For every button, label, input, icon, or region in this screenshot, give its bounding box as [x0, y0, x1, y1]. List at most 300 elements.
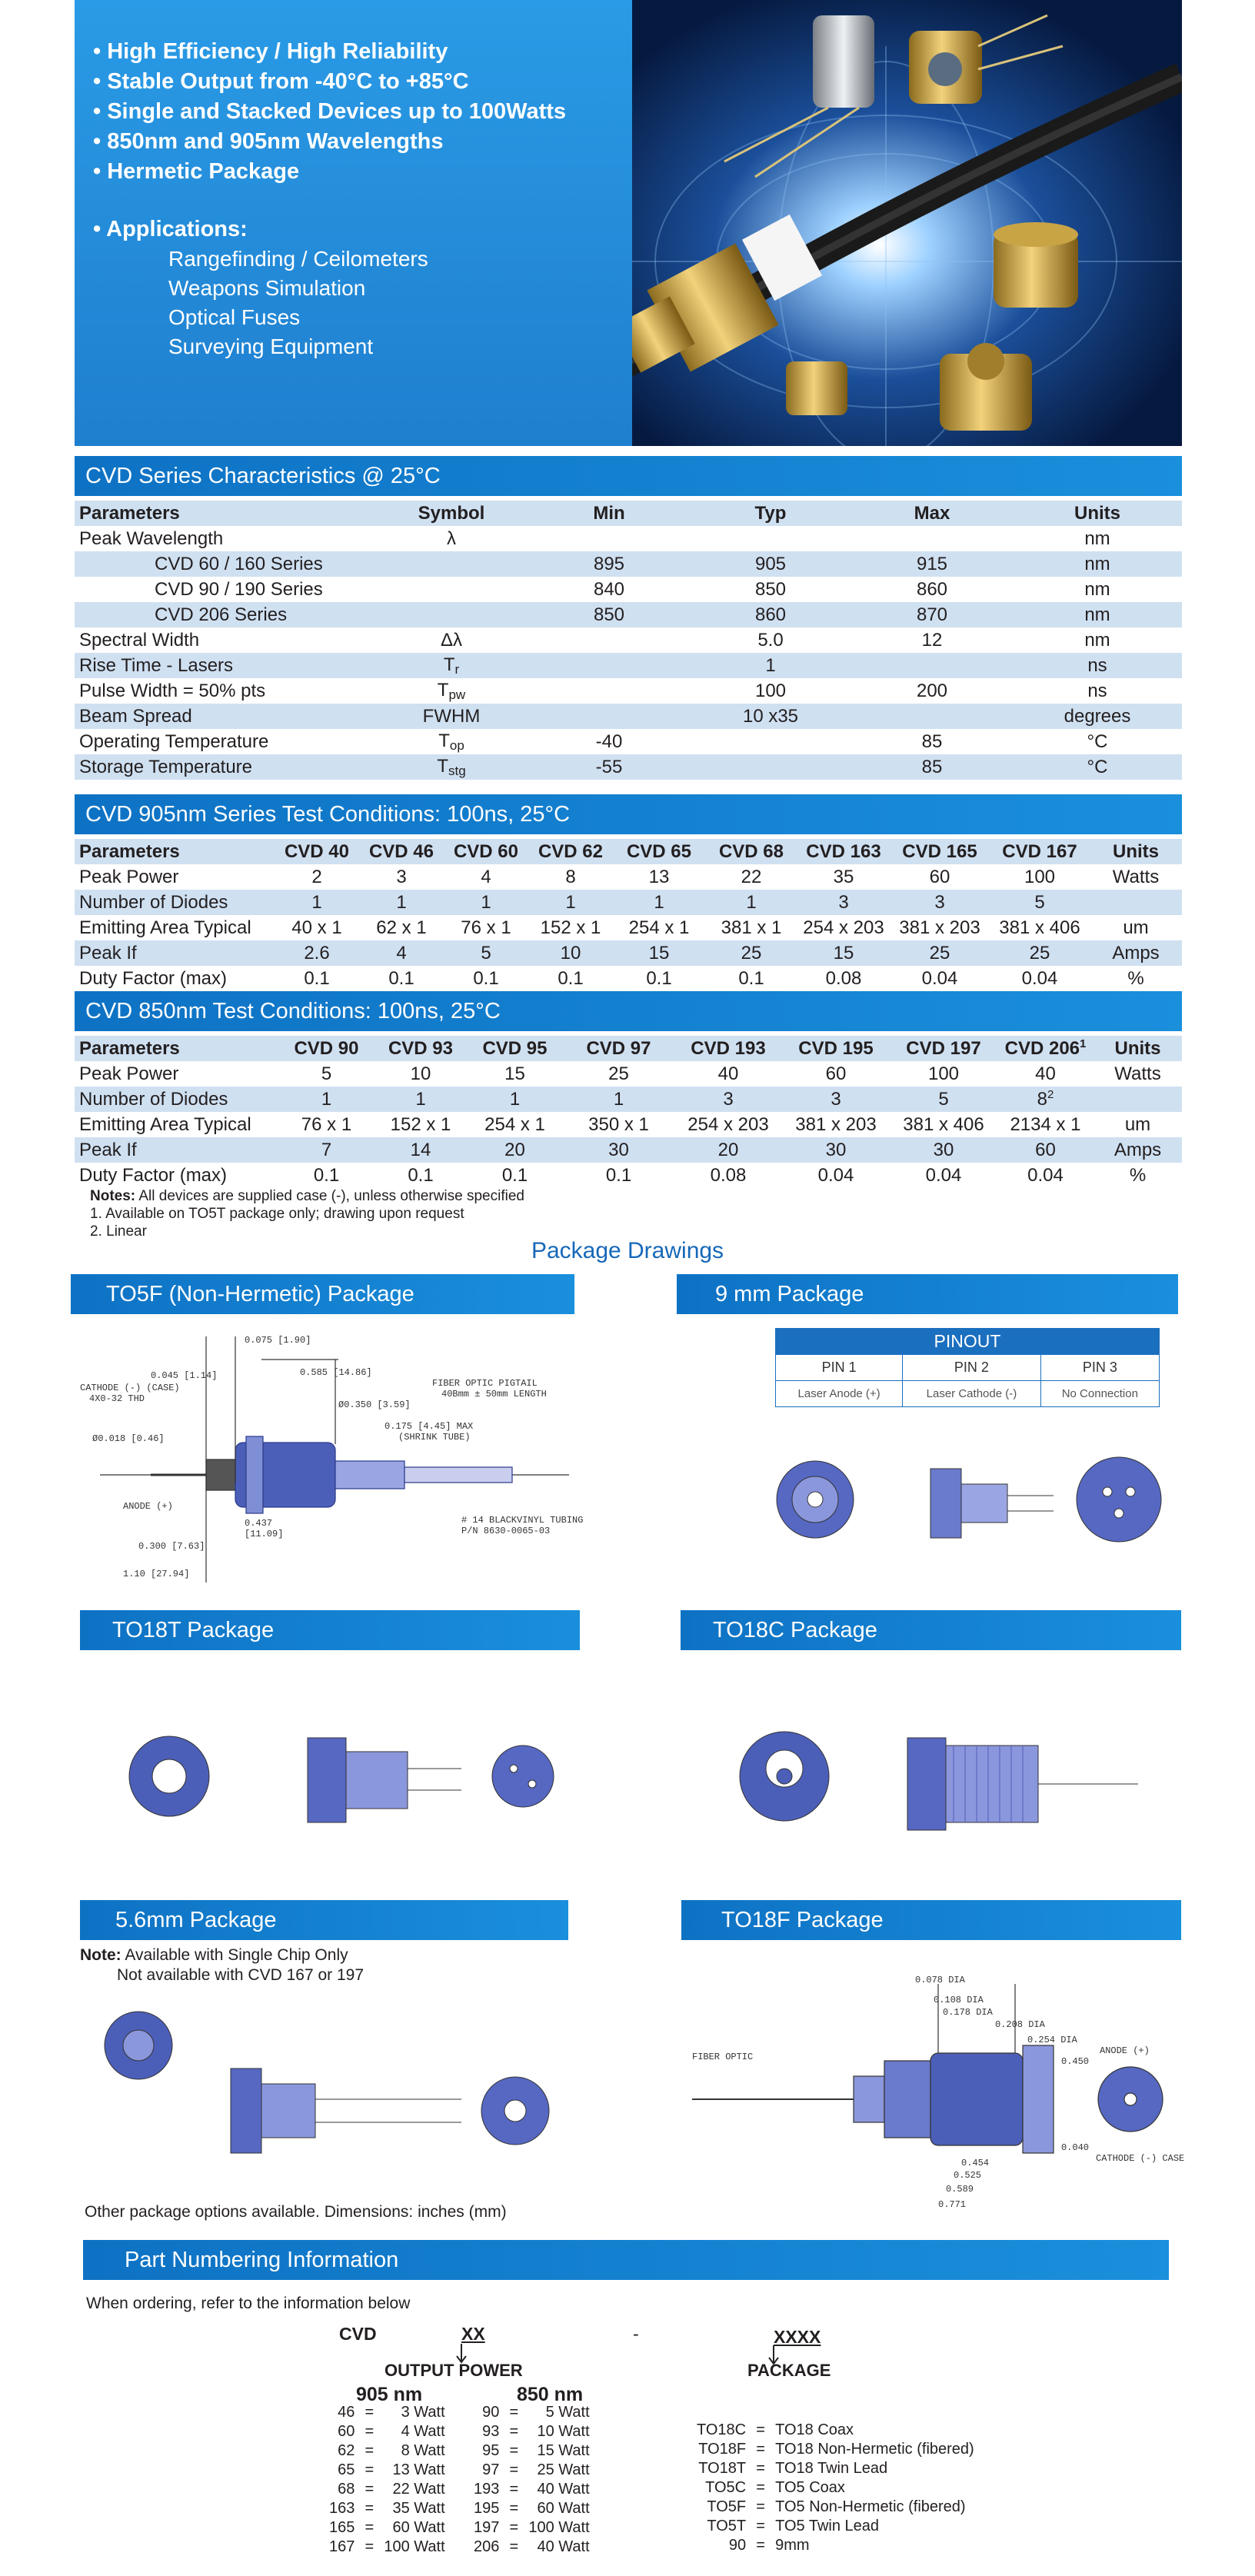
note-label: Note:: [80, 1946, 122, 1964]
value-cell: 1: [375, 1087, 467, 1112]
column-header: CVD 90: [278, 1036, 375, 1061]
equals-cell: =: [756, 2537, 765, 2554]
code-cell: 93: [482, 2423, 500, 2440]
characteristics-table: [75, 501, 1182, 780]
value-cell: TO5 Twin Lead: [775, 2518, 880, 2534]
list-item: [694, 2421, 987, 2440]
code-cell: 163: [329, 2500, 355, 2517]
9mm-drawing: [738, 1423, 1184, 1569]
value-cell: 0.1: [313, 1164, 340, 1186]
value-cell: 30: [890, 1137, 997, 1163]
list-item: [326, 2499, 448, 2518]
t850-title-bar: [75, 991, 1182, 1031]
min-cell: -40: [595, 731, 623, 752]
hero-text-panel: [75, 0, 632, 446]
dimension-label: FIBER OPTIC PIGTAIL: [432, 1378, 538, 1389]
max-cell: 860: [916, 578, 948, 600]
pin-value: Laser Anode (+): [776, 1381, 903, 1407]
value-cell: 14: [375, 1137, 467, 1163]
equals-cell: =: [509, 2538, 519, 2555]
package-bar-to18t: [80, 1610, 580, 1650]
code-cell: TO5T: [707, 2518, 747, 2534]
value-cell: 0.04: [817, 1164, 854, 1186]
value-cell: 1: [705, 890, 797, 915]
characteristics-title-bar: [75, 456, 1182, 496]
feature-item: • High Efficiency / High Reliability: [93, 39, 448, 64]
value-cell: 2: [311, 866, 322, 887]
value-cell: 15: [504, 1063, 525, 1084]
value-cell: um: [1124, 1113, 1151, 1135]
package-bar-9mm: [677, 1274, 1178, 1314]
value-cell: 100 Watt: [384, 2538, 445, 2555]
dimension-label: CATHODE (-) (CASE): [80, 1383, 180, 1393]
value-cell: Amps: [1090, 940, 1182, 966]
list-item: [694, 2536, 987, 2555]
value-cell: 40: [1035, 1063, 1056, 1084]
dimension-label: 0.208 DIA: [995, 2019, 1045, 2030]
max-cell: 915: [851, 551, 1013, 577]
parameter-cell: Peak If: [75, 940, 275, 966]
symbol-cell: $T_r$: [375, 653, 528, 678]
value-cell: 3: [797, 890, 890, 915]
value-cell: 22 Watt: [392, 2481, 445, 2498]
application-item: Surveying Equipment: [168, 334, 374, 358]
dimension-label: 0.178 DIA: [943, 2007, 993, 2018]
part-power-code: XX: [461, 2324, 485, 2344]
code-cell: 97: [482, 2461, 500, 2478]
typ-cell: 905: [690, 551, 851, 577]
table-row: [75, 890, 1182, 915]
typ-cell: 860: [690, 602, 851, 627]
column-header: CVD 197: [890, 1036, 997, 1061]
value-cell: 35: [833, 866, 854, 887]
parameter-cell: CVD 90 / 190 Series: [155, 578, 323, 600]
parameter-cell: Pulse Width = 50% pts: [79, 680, 266, 701]
table-row: [75, 678, 1182, 704]
symbol-cell: $T_{op}$: [438, 730, 464, 753]
symbol-cell: Δλ: [440, 629, 463, 651]
pin-value: Laser Cathode (-): [903, 1381, 1041, 1407]
ordering-intro: When ordering, refer to the information below: [86, 2295, 411, 2312]
value-cell: 0.1: [605, 1164, 632, 1186]
pinout-table: [775, 1328, 1160, 1407]
max-cell: 12: [921, 629, 943, 651]
list-item: [326, 2403, 448, 2422]
value-cell: 0.04: [921, 967, 958, 989]
table-row: [75, 1137, 1182, 1163]
equals-cell: =: [509, 2404, 519, 2421]
table-row: [75, 864, 1182, 890]
characteristics-rows: [75, 526, 1182, 780]
value-cell: 0.04: [1021, 967, 1058, 989]
dimension-label: ANODE (+): [1100, 2045, 1150, 2056]
min-cell: [528, 627, 690, 653]
value-cell: 22: [741, 866, 762, 887]
value-cell: 4: [481, 866, 491, 887]
table-header-row: [75, 1036, 1182, 1061]
value-cell: 35 Watt: [392, 2500, 445, 2517]
column-header: CVD 46: [359, 839, 444, 864]
pin-label: PIN 1: [776, 1355, 903, 1381]
value-cell: 30: [563, 1137, 674, 1163]
table-header-row: [75, 501, 1182, 526]
package-code-table: [694, 2421, 987, 2555]
code-cell: 193: [474, 2481, 500, 2498]
value-cell: 10 Watt: [537, 2423, 590, 2440]
symbol-cell: λ: [447, 528, 456, 549]
value-cell: 254 x 1: [484, 1113, 545, 1135]
to18c-drawing: [677, 1661, 1177, 1884]
applications-title: • Applications:: [93, 217, 248, 241]
column-header: CVD 68: [705, 839, 797, 864]
value-cell: 1: [275, 890, 359, 915]
parameter-cell: Spectral Width: [79, 629, 200, 651]
equals-cell: =: [365, 2442, 375, 2459]
equals-cell: =: [756, 2441, 765, 2458]
value-cell: 60: [825, 1063, 847, 1084]
package-bar-to18c: [681, 1610, 1181, 1650]
value-cell: TO18 Twin Lead: [775, 2460, 888, 2477]
list-item: [326, 2538, 448, 2557]
value-cell: Watts: [1114, 1063, 1161, 1084]
list-item: [471, 2499, 593, 2518]
part-package-code: XXXX: [774, 2327, 821, 2347]
dimension-label: 0.300 [7.63]: [138, 1541, 205, 1552]
code-cell: 167: [329, 2538, 355, 2555]
pinout-title: PINOUT: [776, 1329, 1160, 1355]
column-header: Parameters: [75, 501, 375, 526]
value-cell: 40 Watt: [537, 2538, 590, 2555]
symbol-cell: FWHM: [375, 704, 528, 729]
dimension-label: # 14 BLACKVINYL TUBING: [461, 1515, 584, 1526]
dimension-label: 0.589: [946, 2184, 974, 2195]
value-cell: 0.1: [408, 1164, 434, 1186]
value-cell: 5: [990, 890, 1090, 915]
note-line: 2. Linear: [90, 1223, 147, 1240]
units-cell: °C: [1013, 754, 1182, 780]
code-cell: TO18C: [697, 2421, 747, 2438]
table-row: [75, 1087, 1182, 1112]
t905-title-bar: [75, 794, 1182, 834]
value-cell: 0.1: [738, 967, 764, 989]
table-row: [75, 940, 1182, 966]
value-cell: Watts: [1112, 866, 1160, 887]
equals-cell: =: [756, 2479, 765, 2496]
dimension-label: 0.771: [938, 2199, 967, 2210]
typ-cell: [690, 729, 851, 754]
value-cell: 3: [396, 866, 407, 887]
units-cell: nm: [1084, 528, 1110, 549]
list-item: [471, 2422, 593, 2441]
equals-cell: =: [509, 2519, 519, 2536]
symbol-subscript: r: [454, 661, 460, 677]
value-cell: 25: [890, 940, 990, 966]
part-prefix: CVD: [339, 2324, 377, 2344]
value-cell: 4 Watt: [401, 2423, 445, 2440]
code-cell: 90: [482, 2404, 500, 2421]
value-cell: 15: [613, 940, 705, 966]
parameter-cell: Storage Temperature: [75, 754, 375, 780]
column-header: CVD 95: [467, 1036, 563, 1061]
value-cell: 60 Watt: [392, 2519, 445, 2536]
value-cell: 20: [674, 1137, 782, 1163]
package-title: TO18F Package: [721, 1908, 884, 1932]
value-cell: 25: [705, 940, 797, 966]
max-cell: 200: [916, 680, 948, 701]
value-cell: 20: [467, 1137, 563, 1163]
t905-table: [75, 839, 1182, 991]
parameter-cell: Rise Time - Lasers: [75, 653, 375, 678]
units-cell: nm: [1084, 629, 1110, 651]
symbol-cell: [375, 577, 528, 602]
value-cell: 1: [563, 1087, 674, 1112]
dimension-label: CATHODE (-) CASE: [1096, 2153, 1184, 2164]
max-cell: [851, 653, 1013, 678]
code-cell: TO5C: [705, 2479, 747, 2496]
code-cell: 95: [482, 2442, 500, 2459]
symbol-cell: $T_{pw}$: [437, 679, 466, 702]
max-cell: 85: [921, 731, 943, 752]
code-cell: TO18F: [698, 2441, 747, 2458]
value-cell: 152 x 1: [390, 1113, 451, 1135]
value-cell: 381 x 406: [903, 1113, 984, 1135]
dimension-label: P/N 8630-0065-03: [461, 1526, 551, 1536]
column-header: CVD 40: [275, 839, 359, 864]
value-cell: 0.08: [710, 1164, 747, 1186]
min-cell: [528, 526, 690, 551]
value-cell: 9mm: [775, 2537, 810, 2554]
column-header: Symbol: [375, 501, 528, 526]
column-header: Parameters: [75, 1036, 278, 1061]
min-cell: 850: [528, 602, 690, 627]
power-850-table: [471, 2403, 593, 2557]
min-cell: [528, 704, 690, 729]
code-cell: 62: [338, 2442, 355, 2459]
dimension-label: 0.437: [245, 1518, 273, 1529]
value-cell: 0.1: [304, 967, 330, 989]
parameter-cell: Duty Factor (max): [79, 1164, 228, 1186]
dimension-label: 0.108 DIA: [934, 1995, 984, 2005]
value-cell: 0.1: [558, 967, 584, 989]
column-header: Units: [1094, 1036, 1182, 1061]
application-item: Optical Fuses: [168, 305, 301, 329]
parameter-cell: Number of Diodes: [75, 890, 275, 915]
max-cell: 85: [851, 754, 1013, 780]
units-cell: nm: [1013, 551, 1182, 577]
5-6mm-drawing: [77, 1992, 569, 2192]
note-text: Not available with CVD 167 or 197: [117, 1966, 365, 1984]
value-cell: 76 x 1: [301, 1113, 352, 1135]
list-item: [326, 2461, 448, 2480]
list-item: [694, 2440, 987, 2459]
dimension-label: 0.045 [1.14]: [151, 1370, 218, 1381]
value-cell: 0.04: [925, 1164, 962, 1186]
value-cell: 3: [674, 1087, 782, 1112]
list-item: [471, 2518, 593, 2538]
value-cell: 76 x 1: [461, 917, 511, 938]
list-item: [471, 2441, 593, 2461]
feature-list: [93, 37, 566, 187]
table-row: [75, 729, 1182, 754]
symbol-subscript: pw: [448, 687, 466, 702]
typ-cell: 5.0: [757, 629, 784, 651]
list-item: [326, 2441, 448, 2461]
equals-cell: =: [756, 2460, 765, 2477]
list-item: [694, 2459, 987, 2478]
note-line: [90, 1187, 524, 1205]
typ-cell: 100: [754, 680, 787, 701]
value-cell: 0.08: [825, 967, 862, 989]
list-item: [471, 2480, 593, 2499]
code-cell: 165: [329, 2519, 355, 2536]
code-cell: 46: [338, 2404, 355, 2421]
notes-label: Notes:: [90, 1188, 136, 1204]
value-cell: 25 Watt: [537, 2461, 590, 2478]
dimension-label: 4X0-32 THD: [89, 1393, 145, 1404]
value-cell: 1: [528, 890, 613, 915]
column-header: CVD 193: [674, 1036, 782, 1061]
typ-cell: 850: [754, 578, 787, 600]
dimension-label: ANODE (+): [123, 1501, 173, 1512]
symbol-cell: [375, 551, 528, 577]
package-title: TO18C Package: [713, 1618, 877, 1642]
t905-rows: [75, 864, 1182, 991]
column-header: CVD 165: [890, 839, 990, 864]
equals-cell: =: [365, 2519, 375, 2536]
table-row: [75, 1061, 1182, 1087]
typ-cell: [690, 526, 851, 551]
to18t-drawing: [92, 1661, 569, 1876]
min-cell: 895: [528, 551, 690, 577]
value-cell: 5 Watt: [545, 2404, 590, 2421]
list-item: [326, 2480, 448, 2499]
value-cell: 381 x 203: [795, 1113, 877, 1135]
column-header: CVD 163: [797, 839, 890, 864]
column-header: CVD 93: [375, 1036, 467, 1061]
value-cell: 7: [278, 1137, 375, 1163]
table-row: [75, 526, 1182, 551]
list-item: [326, 2518, 448, 2538]
equals-cell: =: [509, 2423, 519, 2440]
parameter-cell: Emitting Area Typical: [79, 1113, 251, 1135]
value-cell: [1090, 890, 1182, 915]
parameter-cell: CVD 206 Series: [75, 602, 375, 627]
section-title: CVD 850nm Test Conditions: 100ns, 25°C: [85, 999, 501, 1023]
list-item: [694, 2478, 987, 2498]
list-item: [471, 2403, 593, 2422]
value-cell: 62 x 1: [376, 917, 427, 938]
equals-cell: =: [509, 2442, 519, 2459]
value-cell: 1: [467, 1087, 563, 1112]
max-cell: [851, 526, 1013, 551]
section-title: CVD 905nm Series Test Conditions: 100ns, 25°C: [85, 802, 571, 827]
parameter-cell: Beam Spread: [75, 704, 375, 729]
package-title: TO18T Package: [112, 1618, 275, 1642]
dimension-label: 0.525: [954, 2170, 982, 2181]
other-options-note: Other package options available. Dimensions: inches (mm): [85, 2203, 507, 2221]
value-cell: TO5 Coax: [775, 2479, 845, 2496]
value-cell: 2.6: [275, 940, 359, 966]
parameter-cell: CVD 60 / 160 Series: [75, 551, 375, 577]
min-cell: [528, 678, 690, 704]
table-row: [75, 1112, 1182, 1137]
units-cell: ns: [1087, 680, 1107, 701]
units-cell: ns: [1013, 653, 1182, 678]
list-item: [694, 2498, 987, 2517]
package-title: 9 mm Package: [715, 1282, 864, 1306]
column-header: CVD 60: [444, 839, 528, 864]
max-cell: [851, 704, 1013, 729]
list-item: [471, 2538, 593, 2557]
value-cell: 381 x 203: [899, 917, 980, 938]
equals-cell: =: [756, 2421, 765, 2438]
dimension-label: 0.454: [961, 2158, 990, 2168]
units-cell: degrees: [1013, 704, 1182, 729]
typ-cell: [690, 754, 851, 780]
parameter-cell: Peak If: [75, 1137, 278, 1163]
value-cell: 3: [890, 890, 990, 915]
equals-cell: =: [756, 2518, 765, 2534]
section-title: CVD Series Characteristics @ 25°C: [85, 464, 441, 488]
feature-item: • Hermetic Package: [93, 159, 300, 184]
equals-cell: =: [365, 2481, 375, 2498]
t850-rows: [75, 1061, 1182, 1188]
list-item: [471, 2461, 593, 2480]
list-item: [326, 2422, 448, 2441]
dimension-label: 0.040: [1061, 2142, 1090, 2153]
package-title: TO5F (Non-Hermetic) Package: [106, 1282, 414, 1306]
section-title: Part Numbering Information: [125, 2248, 399, 2272]
dimension-label: 0.450: [1061, 2056, 1090, 2067]
column-header: CVD 65: [613, 839, 705, 864]
value-cell: 254 x 203: [803, 917, 884, 938]
column-header: Min: [528, 501, 690, 526]
value-cell: 0.1: [473, 967, 499, 989]
code-cell: 195: [474, 2500, 500, 2517]
column-header: Typ: [690, 501, 851, 526]
column-header: Max: [851, 501, 1013, 526]
column-header: CVD $206^1$: [997, 1036, 1094, 1061]
value-cell: 152 x 1: [540, 917, 601, 938]
value-cell: 1: [444, 890, 528, 915]
value-cell: 350 x 1: [588, 1113, 649, 1135]
code-cell: 68: [338, 2481, 355, 2498]
value-cell: 2134 x 1: [1010, 1113, 1081, 1135]
pin-label: PIN 3: [1040, 1355, 1159, 1381]
value-cell: 1: [359, 890, 444, 915]
min-cell: -55: [528, 754, 690, 780]
footnote-marker: 2: [1047, 1088, 1054, 1101]
value-cell: 381 x 406: [999, 917, 1080, 938]
5-6mm-note: [80, 1945, 364, 1985]
value-cell: $8^2$: [997, 1087, 1094, 1112]
table-row: [75, 551, 1182, 577]
package-bar-to5f: [71, 1274, 574, 1314]
value-cell: 1: [278, 1087, 375, 1112]
value-cell: um: [1123, 917, 1149, 938]
equals-cell: =: [365, 2538, 375, 2555]
code-cell: TO18T: [698, 2460, 747, 2477]
equals-cell: =: [365, 2404, 375, 2421]
dimension-label: (SHRINK TUBE): [398, 1432, 471, 1443]
code-cell: 90: [728, 2537, 747, 2554]
feature-item: • Stable Output from -40°C to +85°C: [93, 69, 469, 94]
value-cell: 15: [797, 940, 890, 966]
typ-cell: 1: [690, 653, 851, 678]
laser-diode-photo: [632, 0, 1182, 446]
value-cell: 13: [648, 866, 670, 887]
pin-value: No Connection: [1040, 1381, 1159, 1407]
